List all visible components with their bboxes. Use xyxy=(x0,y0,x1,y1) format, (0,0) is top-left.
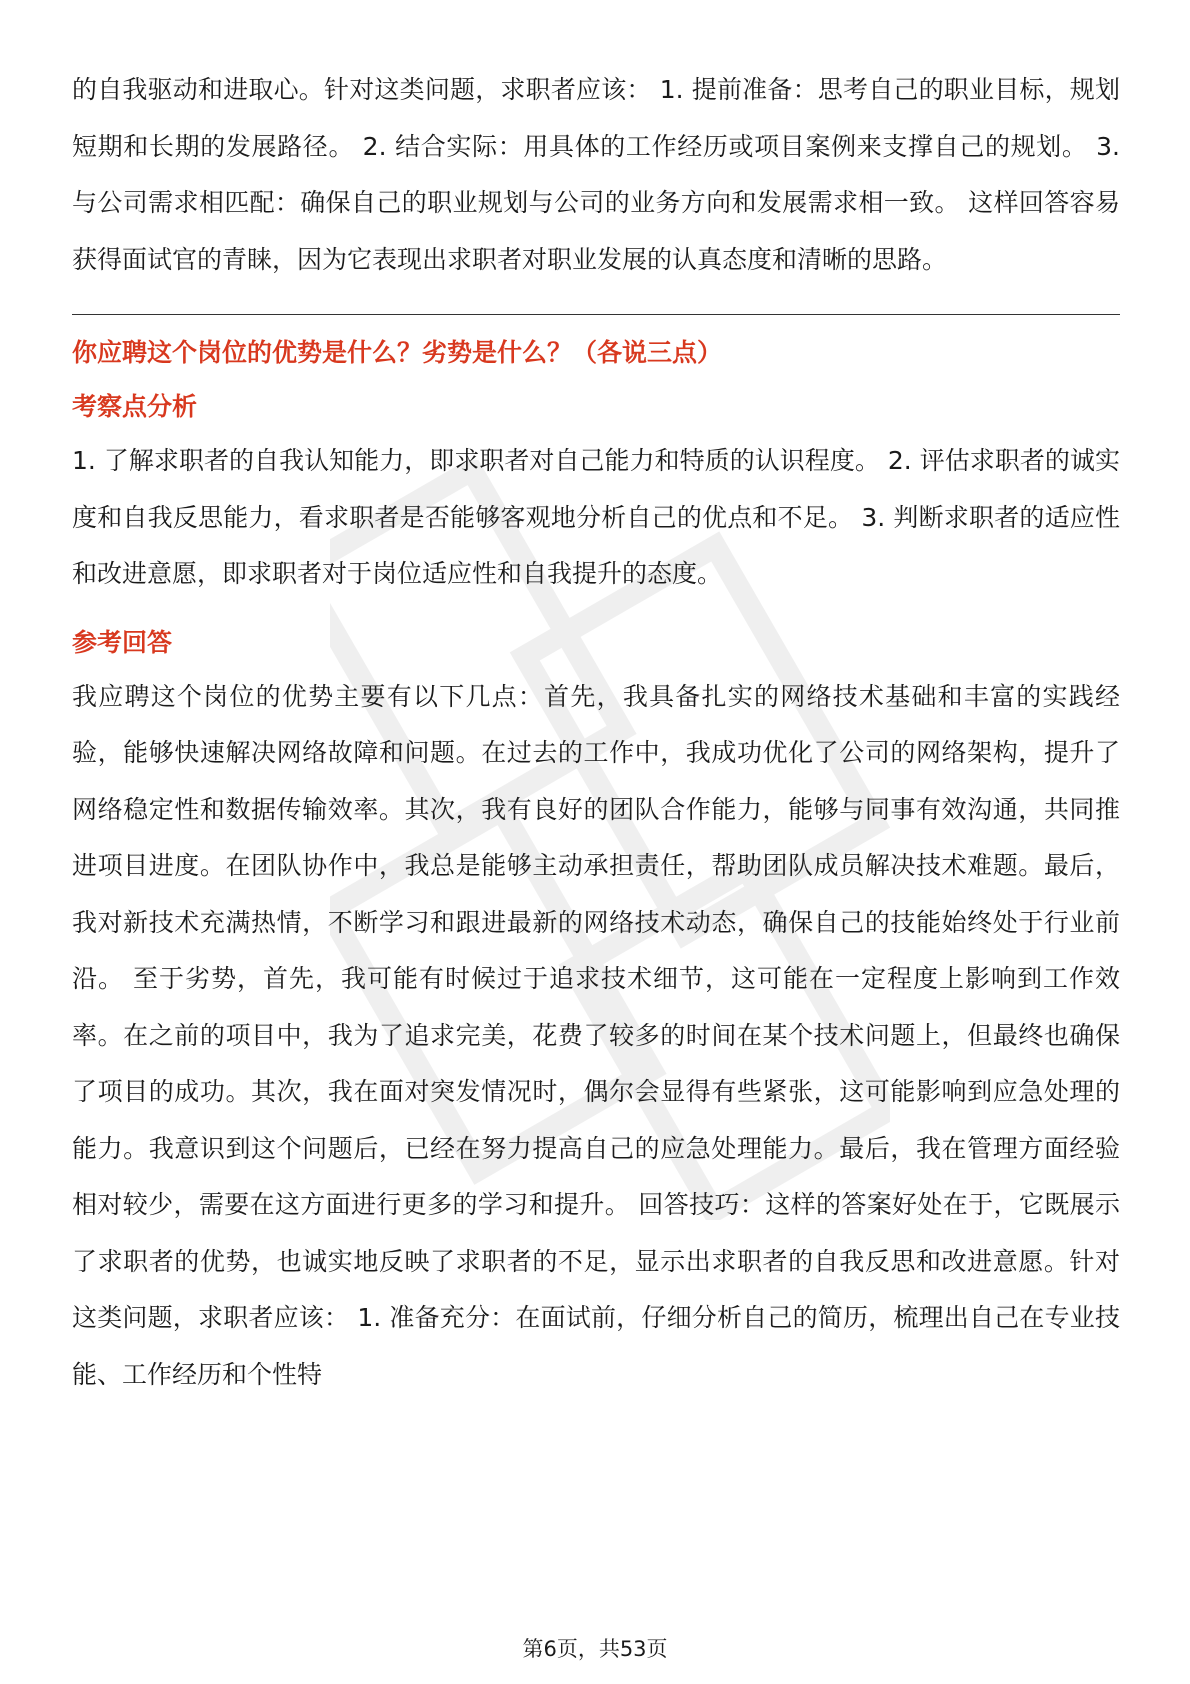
document-page xyxy=(72,0,1120,1403)
answer-paragraph: 我应聘这个岗位的优势主要有以下几点：首先，我具备扎实的网络技术基础和丰富的实践经验，能够快速解决网络故障和问题。在过去的工作中，我成功优化了公司的网络架构，提升了网络稳定性和数据传输效率。其次，我有良好的团队合作能力，能够与同事有效沟通，共同推进项目进度。在团队协作中，我总是能够主动承担责任，帮助团队成员解决技术难题。最后，我对新技术充满热情，不断学习和跟进最新的网络技术动态，确保自己的技能始终处于行业前沿。 至于劣势，首先，我可能有时候过于追求技术细节，这可能在一定程度上影响到工作效率。在之前的项目中，我为了追求完美，花费了较多的时间在某个技术问题上，但最终也确保了项目的成功。其次，我在面对突发情况时，偶尔会显得有些紧张，这可能影响到应急处理的能力。我意识到这个问题后，已经在努力提高自己的应急处理能力。最后，我在管理方面经验相对较少，需要在这方面进行更多的学习和提升。 回答技巧：这样的答案好处在于，它既展示了求职者的优势，也诚实地反映了求职者的不足，显示出求职者的自我反思和改进意愿。针对这类问题，求职者应该： 1. 准备充分：在面试前，仔细分析自己的简历，梳理出自己在专业技能、工作经历和个性特 xyxy=(72,681,1120,1389)
page-number: 第6页，共53页 xyxy=(522,1637,668,1661)
analysis-paragraph: 1. 了解求职者的自我认知能力，即求职者对自己能力和特质的认识程度。 2. 评估求职者的诚实度和自我反思能力，看求职者是否能够客观地分析自己的优点和不足。 3. 判断求职者的适应性和改进意愿，即求职者对于岗位适应性和自我提升的态度。 xyxy=(72,446,1120,588)
section-divider xyxy=(72,314,1120,315)
answer-heading: 参考回答 xyxy=(72,627,173,657)
intro-paragraph: 的自我驱动和进取心。针对这类问题，求职者应该： 1. 提前准备：思考自己的职业目标，规划短期和长期的发展路径。 2. 结合实际：用具体的工作经历或项目案例来支撑自己的规划。 3. 与公司需求相匹配：确保自己的职业规划与公司的业务方向和发展需求相一致。 这样回答容易获得面试官的青睐，因为它表现出求职者对职业发展的认真态度和清晰的思路。 xyxy=(72,75,1120,274)
analysis-heading: 考察点分析 xyxy=(72,392,198,421)
question-title: 你应聘这个岗位的优势是什么？劣势是什么？（各说三点） xyxy=(72,338,723,367)
